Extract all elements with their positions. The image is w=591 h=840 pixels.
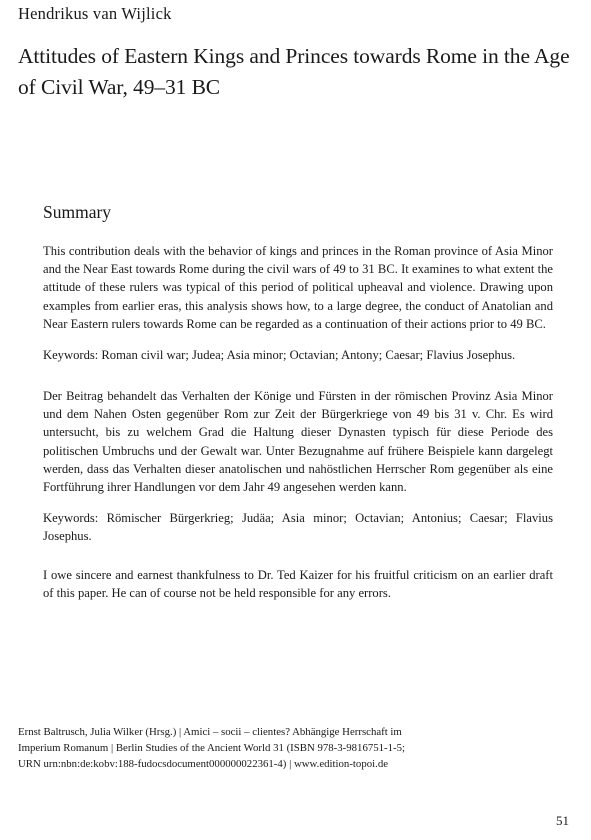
abstract-german: Der Beitrag behandelt das Verhalten der Könige und Fürsten in der römischen Provinz Asia Minor und dem Nahen Osten gegenüber Rom zur Zeit der Bürgerkriege von 49 bis 31 v. Chr. Es wird untersucht, bis zu welchem Grad die Haltung dieser Dynasten typisch für diese Periode des politischen Umbruchs und der Gewalt war. Unter Bezugnahme auf frühere Beispiele kann dargelegt werden, dass das Verhalten dieser anatolischen und nahöstlichen Herrscher Rom gegenüber als eine Fortführung ihrer Handlungen vor dem Jahr 49 angesehen werden kann.	[43, 389, 553, 495]
keywords-english: Keywords: Roman civil war; Judea; Asia minor; Octavian; Antony; Caesar; Flavius Josephus.	[43, 348, 516, 362]
author-name: Hendrikus van Wijlick	[18, 4, 172, 23]
publication-footer	[18, 724, 458, 772]
article-title: Attitudes of Eastern Kings and Princes towards Rome in the Age of Civil War, 49–31 BC	[18, 44, 570, 99]
footer-line: URN urn:nbn:de:kobv:188-fudocsdocument000000022361-4) | www.edition-topoi.de	[18, 758, 389, 770]
page-number: 51	[556, 813, 569, 828]
keywords-german: Keywords: Römischer Bürgerkrieg; Judäa; Asia minor; Octavian; Antonius; Caesar; Flavius Josephus.	[43, 511, 553, 544]
abstract-english: This contribution deals with the behavior of kings and princes in the Roman province of Asia Minor and the Near East towards Rome during the civil wars of 49 to 31 BC. It examines to what extent the attitude of these rulers was typical of this period of political upheaval and violence. Drawing upon examples from earlier eras, this analysis shows how, to a large degree, the conduct of Anatolian and Near Eastern rulers towards Rome can be regarded as a continuation of their actions prior to 49 BC.	[43, 244, 553, 331]
footer-line: Imperium Romanum | Berlin Studies of the Ancient World 31 (ISBN 978-3-9816751-1-5;	[18, 742, 406, 754]
summary-heading: Summary	[43, 202, 112, 222]
footer-line: Ernst Baltrusch, Julia Wilker (Hrsg.) | Amici – socii – clientes? Abhängige Herrschaft im	[18, 726, 402, 738]
acknowledgement: I owe sincere and earnest thankfulness to Dr. Ted Kaizer for his fruitful criticism on an earlier draft of this paper. He can of course not be held responsible for any errors.	[43, 568, 553, 601]
